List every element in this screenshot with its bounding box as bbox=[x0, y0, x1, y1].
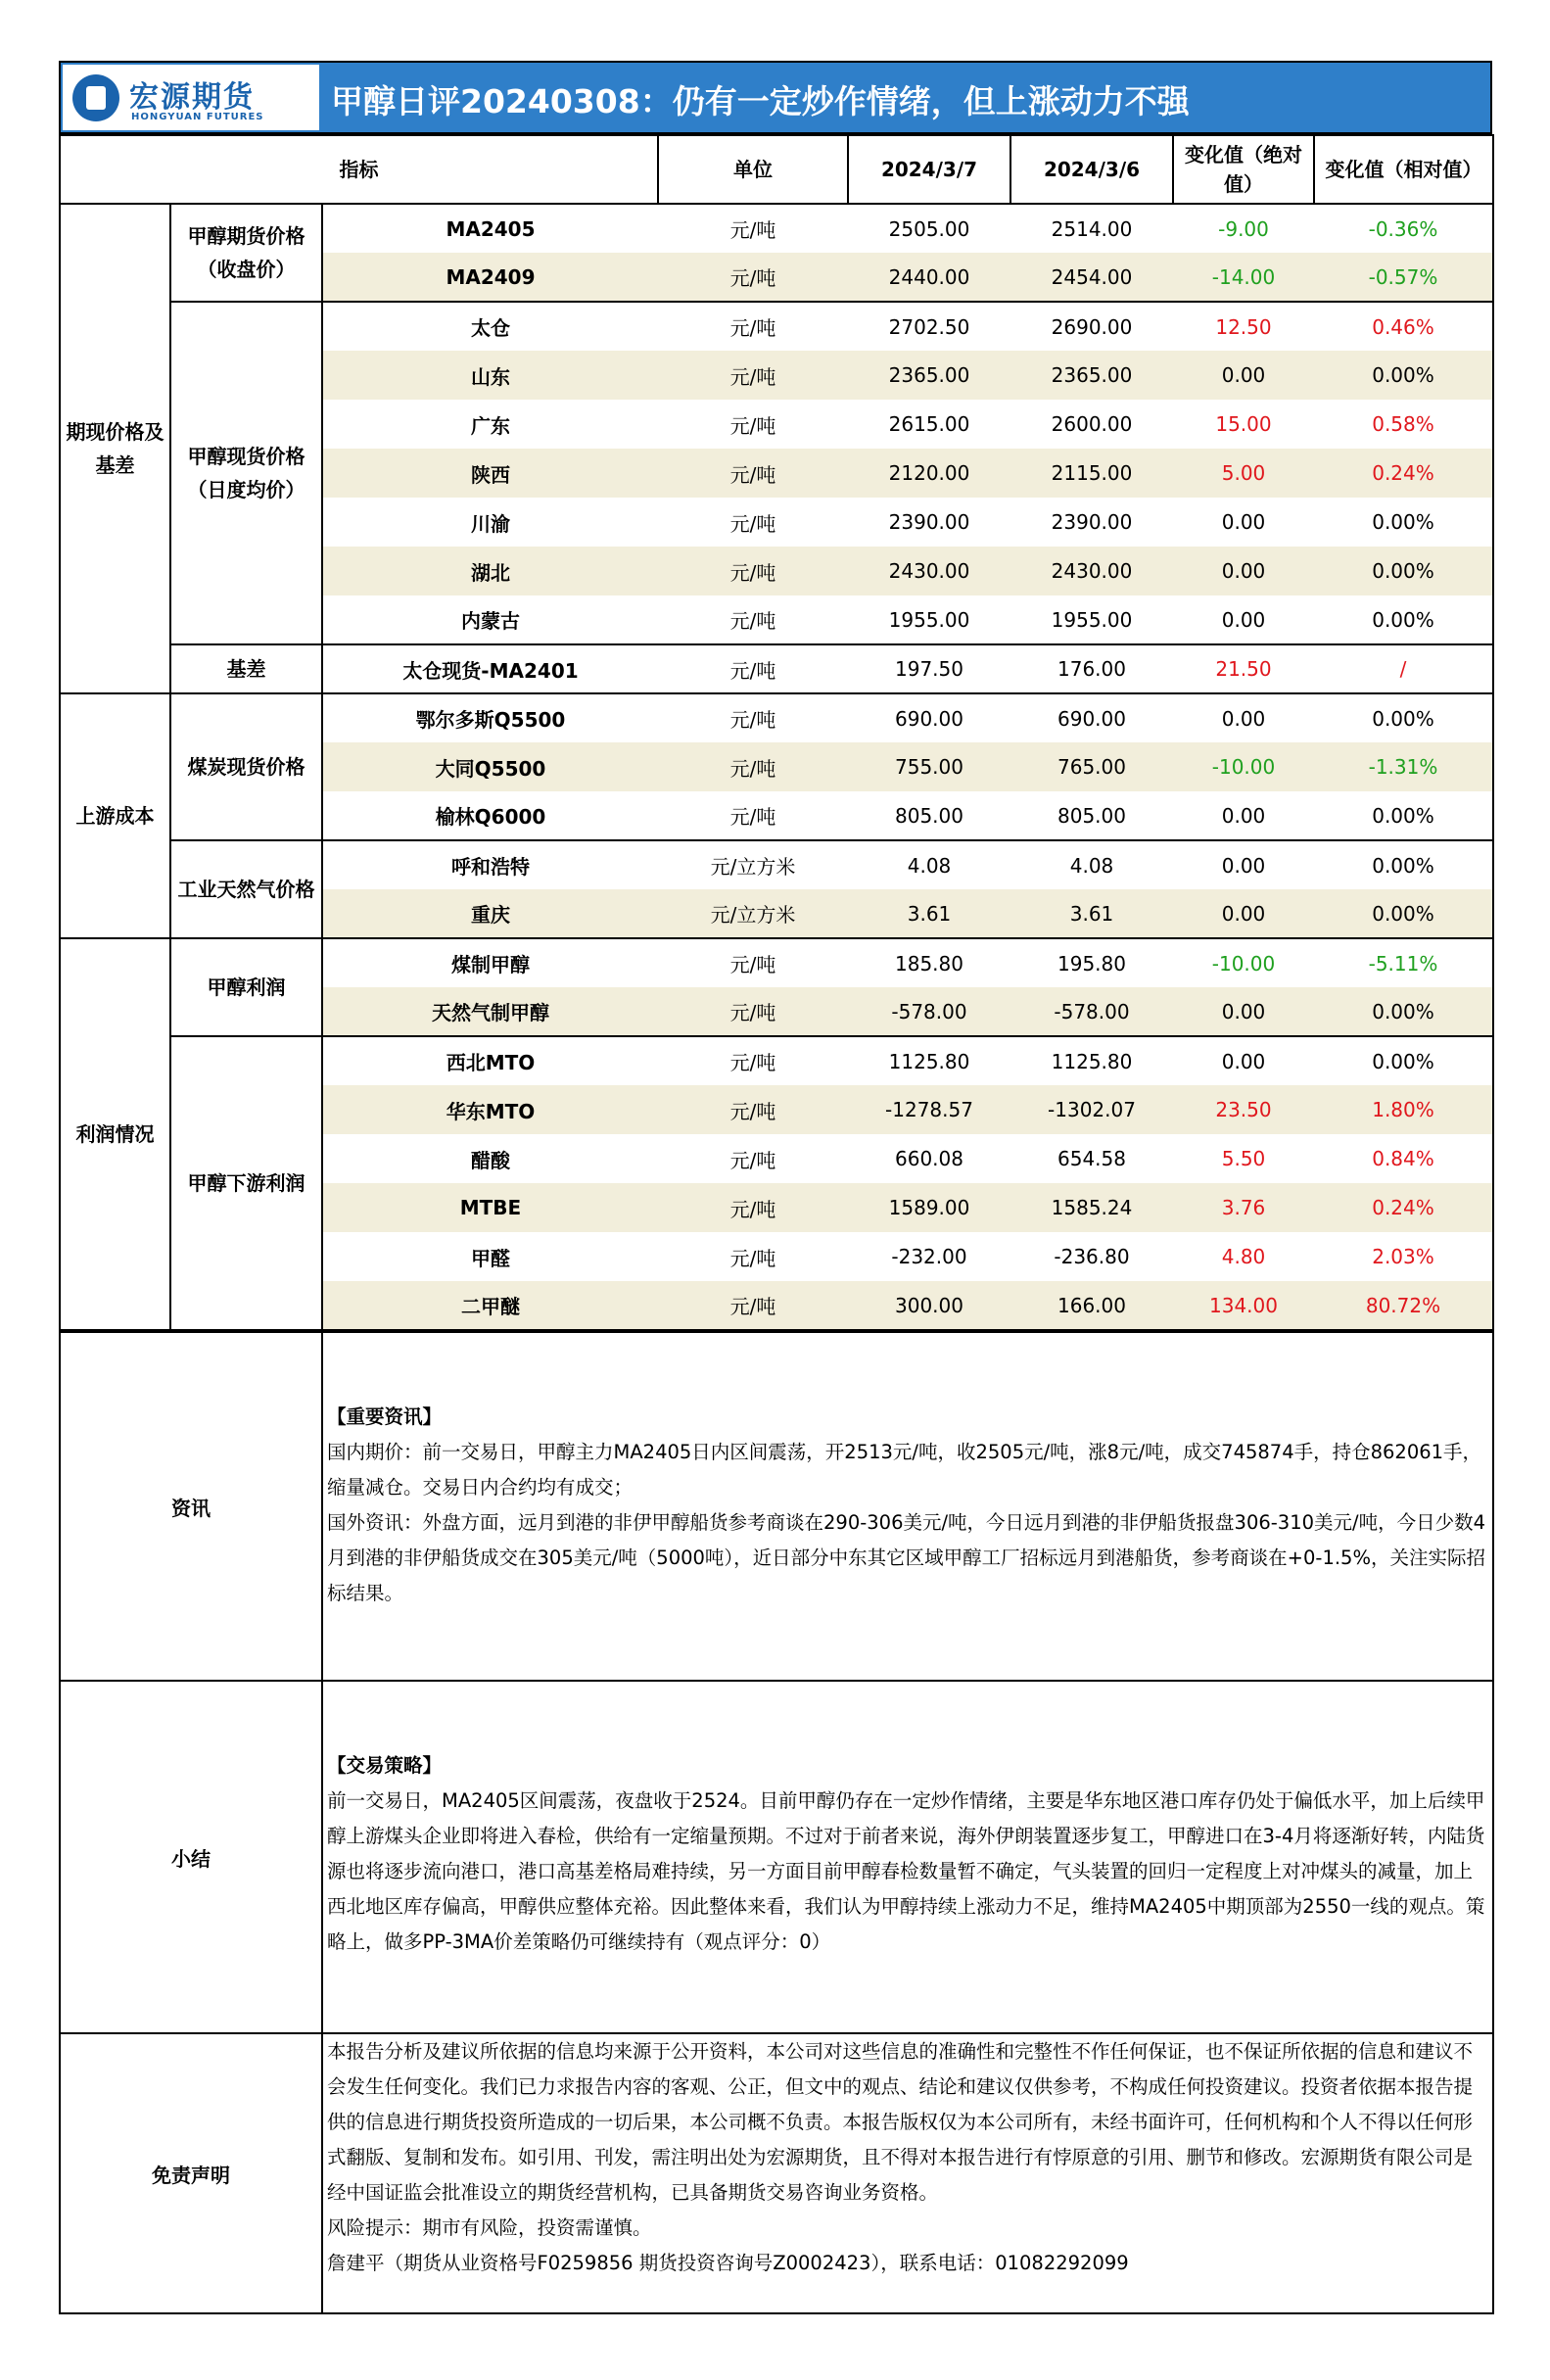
row-unit: 元/吨 bbox=[658, 987, 848, 1036]
row-unit: 元/吨 bbox=[658, 204, 848, 253]
row-rel-change: 0.46% bbox=[1314, 302, 1493, 351]
disclaimer-body bbox=[322, 2033, 1493, 2313]
row-value-date1: -1278.57 bbox=[848, 1085, 1010, 1134]
col-date1: 2024/3/7 bbox=[848, 135, 1010, 204]
row-name: 醋酸 bbox=[471, 1148, 510, 1172]
row-abs-change: 0.00 bbox=[1173, 987, 1314, 1036]
row-value-date1: 1589.00 bbox=[848, 1183, 1010, 1232]
row-rel-change: 0.00% bbox=[1314, 498, 1493, 547]
row-value-date2: 2514.00 bbox=[1010, 204, 1173, 253]
row-rel-change: -0.36% bbox=[1314, 204, 1493, 253]
row-unit: 元/吨 bbox=[658, 253, 848, 302]
row-value-date2: 4.08 bbox=[1010, 840, 1173, 889]
row-rel-change: 80.72% bbox=[1314, 1281, 1493, 1330]
table-header-row bbox=[60, 135, 1493, 204]
row-value-date2: 2365.00 bbox=[1010, 351, 1173, 400]
disclaimer-label: 免责声明 bbox=[60, 2033, 322, 2313]
table-row bbox=[60, 938, 1493, 987]
row-rel-change: 0.00% bbox=[1314, 987, 1493, 1036]
row-value-date2: 176.00 bbox=[1010, 644, 1173, 693]
row-value-date2: 2600.00 bbox=[1051, 412, 1133, 436]
row-name: 广东 bbox=[471, 413, 510, 438]
analyst-contact: 詹建平（期货从业资格号F0259856 期货投资咨询号Z0002423），联系电话：01082292099 bbox=[327, 2252, 1129, 2274]
row-rel-change: 0.58% bbox=[1314, 400, 1493, 449]
row-rel-change: / bbox=[1314, 644, 1493, 693]
row-name: 大同Q5500 bbox=[322, 742, 658, 791]
row-value-date1: 300.00 bbox=[848, 1281, 1010, 1330]
section-label: 利润情况 bbox=[60, 938, 170, 1330]
row-value-date1: 2365.00 bbox=[848, 351, 1010, 400]
row-rel-change: 0.00% bbox=[1314, 791, 1493, 840]
row-abs-change: -10.00 bbox=[1173, 742, 1314, 791]
row-name: 湖北 bbox=[322, 547, 658, 595]
table-row bbox=[60, 302, 1493, 351]
row-unit: 元/吨 bbox=[658, 302, 848, 351]
row-abs-change: 0.00 bbox=[1173, 351, 1314, 400]
col-date2: 2024/3/6 bbox=[1010, 135, 1173, 204]
row-name: 西北MTO bbox=[322, 1036, 658, 1085]
row-value-date2: 805.00 bbox=[1010, 791, 1173, 840]
disclaimer-section bbox=[60, 2033, 1493, 2313]
col-rel-change: 变化值（相对值） bbox=[1314, 135, 1493, 204]
row-unit: 元/吨 bbox=[658, 644, 848, 693]
subgroup-label: 甲醇期货价格（收盘价） bbox=[170, 204, 322, 302]
row-abs-change: -14.00 bbox=[1173, 253, 1314, 302]
row-value-date2: 2690.00 bbox=[1010, 302, 1173, 351]
row-value-date1: 1125.80 bbox=[848, 1036, 1010, 1085]
row-value-date1: 690.00 bbox=[848, 693, 1010, 742]
news-body bbox=[322, 1332, 1493, 1681]
row-value-date1: 1955.00 bbox=[848, 595, 1010, 644]
table-row bbox=[60, 204, 1493, 253]
table-row bbox=[60, 840, 1493, 889]
logo-icon bbox=[72, 74, 119, 121]
row-unit: 元/吨 bbox=[658, 595, 848, 644]
summary-label: 小结 bbox=[60, 1681, 322, 2033]
row-name: 川渝 bbox=[471, 511, 510, 536]
row-value-date1: -578.00 bbox=[848, 987, 1010, 1036]
indicator-table bbox=[59, 134, 1494, 1331]
row-abs-change: 15.00 bbox=[1215, 412, 1272, 436]
row-unit: 元/立方米 bbox=[658, 889, 848, 938]
row-abs-change: 0.00 bbox=[1173, 547, 1314, 595]
row-rel-change: 0.00% bbox=[1314, 351, 1493, 400]
row-value-date2: 1955.00 bbox=[1010, 595, 1173, 644]
row-name: 山东 bbox=[322, 351, 658, 400]
news-foreign: 国外资讯：外盘方面，远月到港的非伊甲醇船货参考商谈在290-306美元/吨，今日远月到港的非伊船货报盘306-310美元/吨，今日少数4月到港的非伊船货成交在305美元/吨（5000吨），近日部分中东其它区域甲醇工厂招标远月到港船货，参考商谈在+0-1.5%，关注实际招标结果。 bbox=[327, 1511, 1485, 1604]
row-value-date1: 4.08 bbox=[848, 840, 1010, 889]
row-abs-change: 0.00 bbox=[1221, 510, 1266, 534]
subgroup-label: 甲醇现货价格（日度均价） bbox=[170, 302, 322, 644]
report-frame bbox=[59, 61, 1492, 2314]
row-value-date1: 2702.50 bbox=[848, 302, 1010, 351]
subgroup-label: 煤炭现货价格 bbox=[170, 693, 322, 840]
col-indicator: 指标 bbox=[60, 135, 658, 204]
row-rel-change: -5.11% bbox=[1314, 938, 1493, 987]
row-abs-change: 0.00 bbox=[1173, 791, 1314, 840]
row-name: 天然气制甲醇 bbox=[322, 987, 658, 1036]
company-logo bbox=[63, 65, 319, 130]
row-unit: 元/吨 bbox=[658, 449, 848, 498]
row-rel-change: 0.00% bbox=[1314, 840, 1493, 889]
row-abs-change: 0.00 bbox=[1173, 595, 1314, 644]
row-value-date2: 654.58 bbox=[1057, 1147, 1126, 1170]
row-abs-change: -9.00 bbox=[1173, 204, 1314, 253]
row-value-date2: -236.80 bbox=[1054, 1245, 1130, 1268]
row-unit: 元/吨 bbox=[658, 547, 848, 595]
section-label: 期现价格及基差 bbox=[60, 204, 170, 693]
disclaimer-text: 本报告分析及建议所依据的信息均来源于公开资料，本公司对这些信息的准确性和完整性不作任何保证，也不保证所依据的信息和建议不会发生任何变化。我们已力求报告内容的客观、公正，但文中的观点、结论和建议仅供参考，不构成任何投资建议。投资者依据本报告提供的信息进行期货投资所造成的一切后果，本公司概不负责。本报告版权仅为本公司所有，未经书面许可，任何机构和个人不得以任何形式翻版、复制和发布。如引用、刊发，需注明出处为宏源期货，且不得对本报告进行有悖原意的引用、删节和修改。宏源期货有限公司是经中国证监会批准设立的期货经营机构，已具备期货交易咨询业务资格。 bbox=[327, 2040, 1474, 2204]
row-rel-change: 2.03% bbox=[1314, 1232, 1493, 1281]
row-value-date1: 660.08 bbox=[895, 1147, 963, 1170]
col-unit: 单位 bbox=[658, 135, 848, 204]
row-value-date2: -578.00 bbox=[1010, 987, 1173, 1036]
table-row bbox=[60, 693, 1493, 742]
row-value-date2: -1302.07 bbox=[1010, 1085, 1173, 1134]
row-value-date2: 765.00 bbox=[1010, 742, 1173, 791]
row-rel-change: 0.00% bbox=[1314, 889, 1493, 938]
row-rel-change: 0.24% bbox=[1314, 449, 1493, 498]
col-abs-change: 变化值（绝对值） bbox=[1173, 135, 1314, 204]
row-unit: 元/吨 bbox=[729, 1148, 776, 1172]
row-value-date2: 1585.24 bbox=[1010, 1183, 1173, 1232]
section-label: 上游成本 bbox=[60, 693, 170, 938]
news-heading: 【重要资讯】 bbox=[327, 1405, 443, 1428]
row-unit: 元/立方米 bbox=[658, 840, 848, 889]
row-unit: 元/吨 bbox=[658, 351, 848, 400]
row-rel-change: 0.00% bbox=[1314, 1036, 1493, 1085]
text-sections bbox=[59, 1331, 1494, 2314]
row-abs-change: 21.50 bbox=[1173, 644, 1314, 693]
row-name: 甲醛 bbox=[471, 1246, 510, 1270]
row-value-date2: 690.00 bbox=[1010, 693, 1173, 742]
row-unit: 元/吨 bbox=[658, 1036, 848, 1085]
summary-body bbox=[322, 1681, 1493, 2033]
row-value-date1: 2440.00 bbox=[848, 253, 1010, 302]
row-value-date1: 197.50 bbox=[848, 644, 1010, 693]
row-value-date1: 755.00 bbox=[848, 742, 1010, 791]
subgroup-label: 基差 bbox=[170, 644, 322, 693]
row-unit: 元/吨 bbox=[729, 511, 776, 536]
row-rel-change: 0.84% bbox=[1314, 1134, 1493, 1183]
row-value-date1: 2505.00 bbox=[848, 204, 1010, 253]
row-abs-change: 4.80 bbox=[1221, 1245, 1266, 1268]
row-abs-change: 5.00 bbox=[1173, 449, 1314, 498]
table-row bbox=[60, 1036, 1493, 1085]
row-rel-change: 0.24% bbox=[1314, 1183, 1493, 1232]
row-value-date2: 2115.00 bbox=[1010, 449, 1173, 498]
news-domestic: 国内期价：前一交易日，甲醇主力MA2405日内区间震荡，开2513元/吨，收2505元/吨，涨8元/吨，成交745874手，持仓862061手，缩量减仓。交易日内合约均有成交； bbox=[327, 1441, 1482, 1499]
row-value-date2: 195.80 bbox=[1010, 938, 1173, 987]
news-section bbox=[60, 1332, 1493, 1681]
row-name: 太仓 bbox=[322, 302, 658, 351]
row-abs-change: 23.50 bbox=[1173, 1085, 1314, 1134]
subgroup-label: 工业天然气价格 bbox=[170, 840, 322, 938]
risk-warning: 风险提示：期市有风险，投资需谨慎。 bbox=[327, 2216, 652, 2239]
row-unit: 元/吨 bbox=[658, 791, 848, 840]
table-row bbox=[60, 644, 1493, 693]
row-name: 陕西 bbox=[322, 449, 658, 498]
row-name: 太仓现货-MA2401 bbox=[322, 644, 658, 693]
row-value-date2: 3.61 bbox=[1010, 889, 1173, 938]
row-name: MTBE bbox=[322, 1183, 658, 1232]
summary-text: 前一交易日，MA2405区间震荡，夜盘收于2524。目前甲醇仍存在一定炒作情绪，主要是华东地区港口库存仍处于偏低水平，加上后续甲醇上游煤头企业即将进入春检，供给有一定缩量预期。不过对于前者来说，海外伊朗装置逐步复工，甲醇进口在3-4月将逐渐好转，内陆货源也将逐步流向港口，港口高基差格局难持续，另一方面目前甲醇春检数量暂不确定，气头装置的回归一定程度上对冲煤头的减量，加上西北地区库存偏高，甲醇供应整体充裕。因此整体来看，我们认为甲醇持续上涨动力不足，维持MA2405中期顶部为2550一线的观点。策略上，做多PP-3MA价差策略仍可继续持有（观点评分：0） bbox=[327, 1789, 1485, 1953]
row-abs-change: 0.00 bbox=[1173, 840, 1314, 889]
row-value-date1: -232.00 bbox=[891, 1245, 967, 1268]
report-header bbox=[59, 61, 1492, 134]
row-value-date1: 2615.00 bbox=[888, 412, 970, 436]
row-value-date1: 805.00 bbox=[848, 791, 1010, 840]
row-name: 榆林Q6000 bbox=[322, 791, 658, 840]
row-value-date1: 2430.00 bbox=[848, 547, 1010, 595]
row-rel-change: 0.00% bbox=[1314, 595, 1493, 644]
row-value-date1: 185.80 bbox=[848, 938, 1010, 987]
report-title: 甲醇日评20240308：仍有一定炒作情绪，但上涨动力不强 bbox=[331, 82, 1190, 120]
logo-subtext: HONGYUAN FUTURES bbox=[131, 112, 264, 122]
row-value-date1: 2390.00 bbox=[888, 510, 970, 534]
row-rel-change: -1.31% bbox=[1314, 742, 1493, 791]
news-label: 资讯 bbox=[60, 1332, 322, 1681]
row-unit: 元/吨 bbox=[658, 742, 848, 791]
row-value-date2: 1125.80 bbox=[1010, 1036, 1173, 1085]
row-rel-change: 1.80% bbox=[1314, 1085, 1493, 1134]
row-name: 内蒙古 bbox=[322, 595, 658, 644]
row-rel-change: 0.00% bbox=[1314, 547, 1493, 595]
row-abs-change: -10.00 bbox=[1173, 938, 1314, 987]
row-unit: 元/吨 bbox=[658, 1183, 848, 1232]
row-name: 重庆 bbox=[322, 889, 658, 938]
summary-section bbox=[60, 1681, 1493, 2033]
row-abs-change: 0.00 bbox=[1173, 1036, 1314, 1085]
row-value-date2: 2430.00 bbox=[1010, 547, 1173, 595]
subgroup-label: 甲醇利润 bbox=[170, 938, 322, 1036]
row-name: MA2405 bbox=[322, 204, 658, 253]
row-value-date2: 2454.00 bbox=[1010, 253, 1173, 302]
row-name: 华东MTO bbox=[322, 1085, 658, 1134]
logo-text: 宏源期货 bbox=[129, 80, 255, 115]
row-unit: 元/吨 bbox=[658, 1085, 848, 1134]
row-abs-change: 0.00 bbox=[1173, 889, 1314, 938]
row-unit: 元/吨 bbox=[658, 1281, 848, 1330]
row-unit: 元/吨 bbox=[658, 938, 848, 987]
row-name: MA2409 bbox=[322, 253, 658, 302]
row-abs-change: 134.00 bbox=[1173, 1281, 1314, 1330]
row-abs-change: 0.00 bbox=[1173, 693, 1314, 742]
row-rel-change: 0.00% bbox=[1314, 693, 1493, 742]
row-value-date1: 3.61 bbox=[848, 889, 1010, 938]
row-unit: 元/吨 bbox=[658, 693, 848, 742]
row-abs-change: 5.50 bbox=[1221, 1147, 1266, 1170]
row-name: 煤制甲醇 bbox=[322, 938, 658, 987]
row-value-date2: 166.00 bbox=[1010, 1281, 1173, 1330]
row-name: 鄂尔多斯Q5500 bbox=[322, 693, 658, 742]
summary-heading: 【交易策略】 bbox=[327, 1754, 443, 1777]
row-name: 二甲醚 bbox=[322, 1281, 658, 1330]
row-unit: 元/吨 bbox=[729, 413, 776, 438]
row-abs-change: 12.50 bbox=[1173, 302, 1314, 351]
row-rel-change: -0.57% bbox=[1314, 253, 1493, 302]
row-value-date2: 2390.00 bbox=[1051, 510, 1133, 534]
subgroup-label: 甲醇下游利润 bbox=[170, 1036, 322, 1330]
row-unit: 元/吨 bbox=[729, 1246, 776, 1270]
row-name: 呼和浩特 bbox=[322, 840, 658, 889]
row-value-date1: 2120.00 bbox=[848, 449, 1010, 498]
row-abs-change: 3.76 bbox=[1173, 1183, 1314, 1232]
